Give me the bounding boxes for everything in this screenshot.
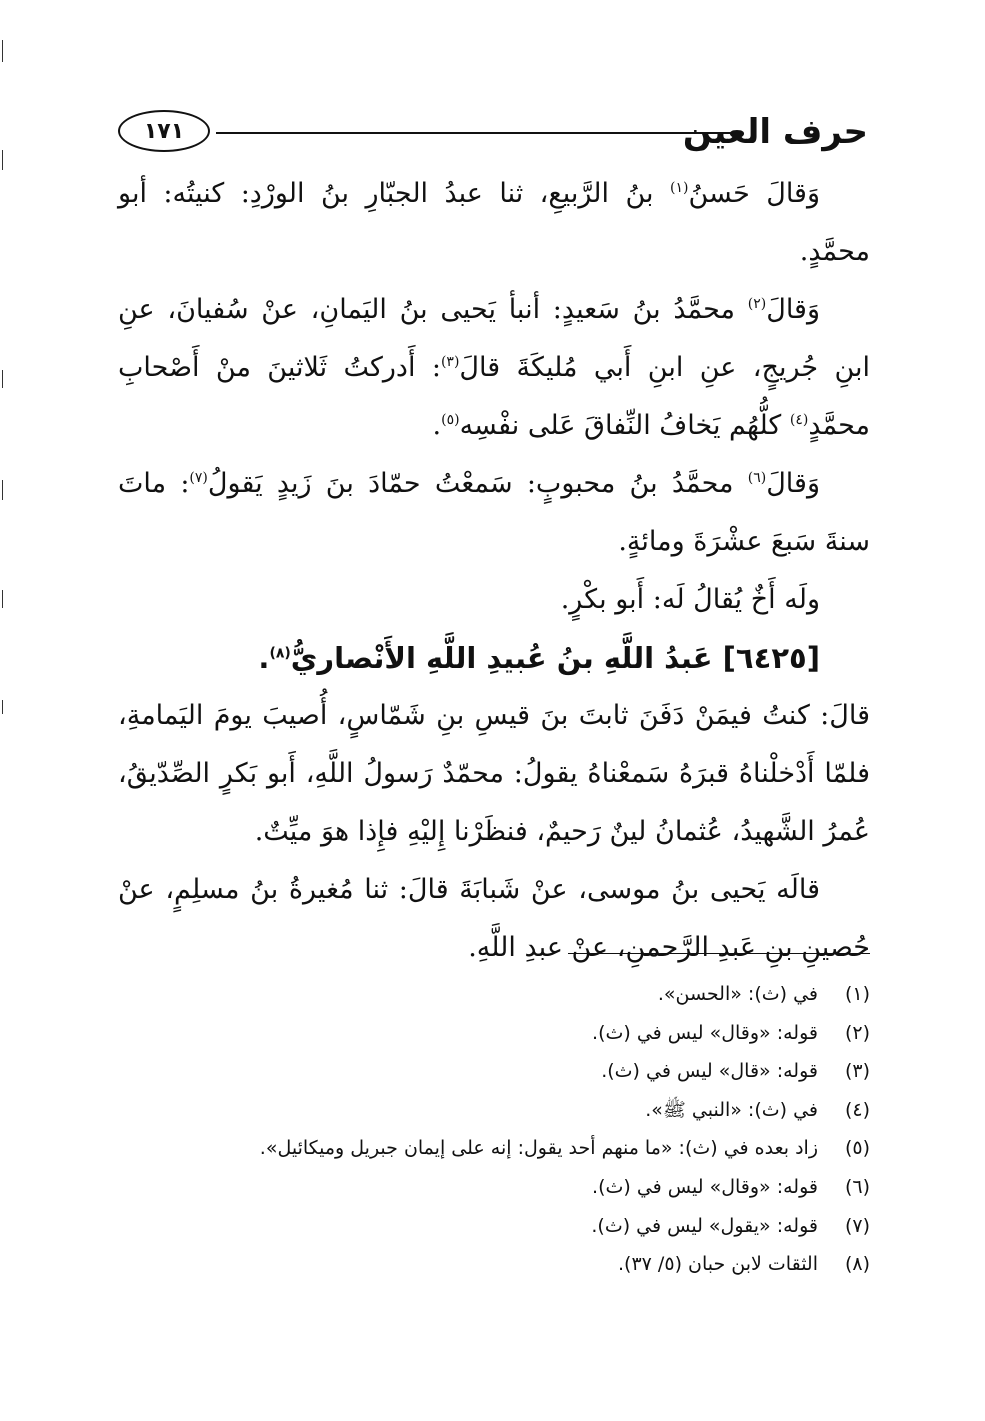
footnote-marker: (٢) <box>747 296 767 312</box>
text-run: وَقالَ حَسنُ <box>688 178 821 209</box>
paragraph <box>118 571 870 629</box>
footnote-separator <box>568 953 870 954</box>
footnote-item <box>118 1207 870 1246</box>
footnote-item <box>118 1052 870 1091</box>
footnote-marker: (١) <box>669 180 689 196</box>
footnote-marker: (٧) <box>189 470 208 486</box>
footnote-text: قوله: «وقال» ليس في (ث). <box>592 1175 818 1198</box>
footnote-number: (٦) <box>844 1175 870 1198</box>
text-run: بنُ الرَّبيعِ، ثنا عبدُ الجبّارِ بنُ الورْدِ: كنيتُه: أبو محمَّدٍ. <box>118 178 870 267</box>
text-run: وَقالَ <box>766 294 820 325</box>
footnote-number: (٣) <box>844 1060 870 1083</box>
paragraph <box>118 455 870 571</box>
footnote-item <box>118 1014 870 1053</box>
footnote-number: (٧) <box>844 1214 870 1237</box>
header-rule <box>216 132 740 134</box>
footnote-marker: (٨) <box>269 645 291 662</box>
footnote-number: (٢) <box>844 1021 870 1044</box>
footnote-number: (٥) <box>844 1137 870 1160</box>
text-run: : أَدركتُ ثَلاثينَ منْ أَصْحابِ محمَّدٍ <box>118 352 870 441</box>
paragraph <box>118 281 870 455</box>
text-run: . <box>258 641 270 675</box>
footnote-text: زاد بعده في (ث): «ما منهم أحد يقول: إنه على إيمان جبريل وميكائيل». <box>259 1137 818 1160</box>
footnote-number: (٨) <box>844 1253 870 1276</box>
paragraph <box>118 165 870 281</box>
footnote-item <box>118 975 870 1014</box>
footnote-item <box>118 1129 870 1168</box>
footnote-item <box>118 1091 870 1130</box>
text-run: . <box>432 410 442 441</box>
footnote-text: قوله: «قال» ليس في (ث). <box>601 1060 818 1083</box>
scan-margin-marks <box>0 0 12 1421</box>
paragraph <box>118 861 870 977</box>
footnote-text: قوله: «يقول» ليس في (ث). <box>591 1214 818 1237</box>
footnote-item <box>118 1245 870 1284</box>
paragraph <box>118 687 870 861</box>
main-text <box>118 165 870 977</box>
page-number-badge <box>118 110 210 152</box>
footnote-text: في (ث): «النبي ﷺ». <box>645 1098 818 1121</box>
entry-heading <box>118 629 870 687</box>
running-title: حرف العين <box>682 112 868 152</box>
footnote-marker: (٣) <box>440 354 460 370</box>
footnote-marker: (٥) <box>441 412 460 428</box>
footnote-number: (٤) <box>844 1098 870 1121</box>
text-run: قالَه يَحيى بنُ موسى، عنْ شَبابَةَ قالَ: ثنا مُغيرةُ بنُ مسلِمٍ، عنْ حُصينِ بنِ عَبدِ الرَّحمنِ، عنْ عبدِ اللَّهِ. <box>118 874 870 963</box>
page-number: ١٧١ <box>143 118 185 144</box>
footnote-marker: (٤) <box>789 412 809 428</box>
footnote-number: (١) <box>844 983 870 1005</box>
text-run: كلُّهُم يَخافُ النِّفاقَ عَلى نفْسِه <box>459 410 790 441</box>
text-run: محمَّدُ بنُ محبوبٍ: سَمعْتُ حمّادَ بنَ زَيدٍ يَقولُ <box>207 468 748 499</box>
footnote-item <box>118 1168 870 1207</box>
text-run: قالَ: كنتُ فيمَنْ دَفَنَ ثابتَ بنَ قيسِ بنِ شَمّاسٍ، أُصيبَ يومَ اليَمامةِ، فلمّا أَدْخلْناهُ قبرَهُ سَمعْناهُ يقولُ: محمّدٌ رَسولُ اللَّهِ، أَبو بَكرٍ الصِّدّيقُ، عُمرُ الشَّهيدُ، عُثمانُ لينٌ رَحيمٌ، فنظَرْنا إِليْهِ فإِذا هوَ ميِّتٌ. <box>118 700 870 847</box>
text-run: وَقالَ <box>766 468 820 499</box>
footnote-marker: (٦) <box>747 470 767 486</box>
text-run: ولَه أَخٌ يُقالُ لَه: أَبو بكْرٍ. <box>560 584 820 615</box>
text-run: [٦٤٢٥] عَبدُ اللَّهِ بنُ عُبيدِ اللَّهِ الأَنْصاريُّ <box>290 641 820 675</box>
footnote-text: الثقات لابن حبان (٥/ ٣٧). <box>618 1253 818 1276</box>
footnote-text: في (ث): «الحسن». <box>657 983 818 1005</box>
footnotes-list <box>118 975 870 1284</box>
page-header <box>118 108 868 160</box>
text-run: : ماتَ سنةَ سَبعَ عشْرَةَ ومائةٍ. <box>118 468 870 557</box>
text-run: محمَّدُ بنُ سَعيدٍ: أنبأ يَحيى بنُ اليَمانِ، عنْ سُفيانَ، عنِ ابنِ جُريجٍ، عنِ ابنِ أَبي مُليكَةَ قالَ <box>118 294 871 383</box>
footnote-text: قوله: «وقال» ليس في (ث). <box>592 1021 818 1044</box>
